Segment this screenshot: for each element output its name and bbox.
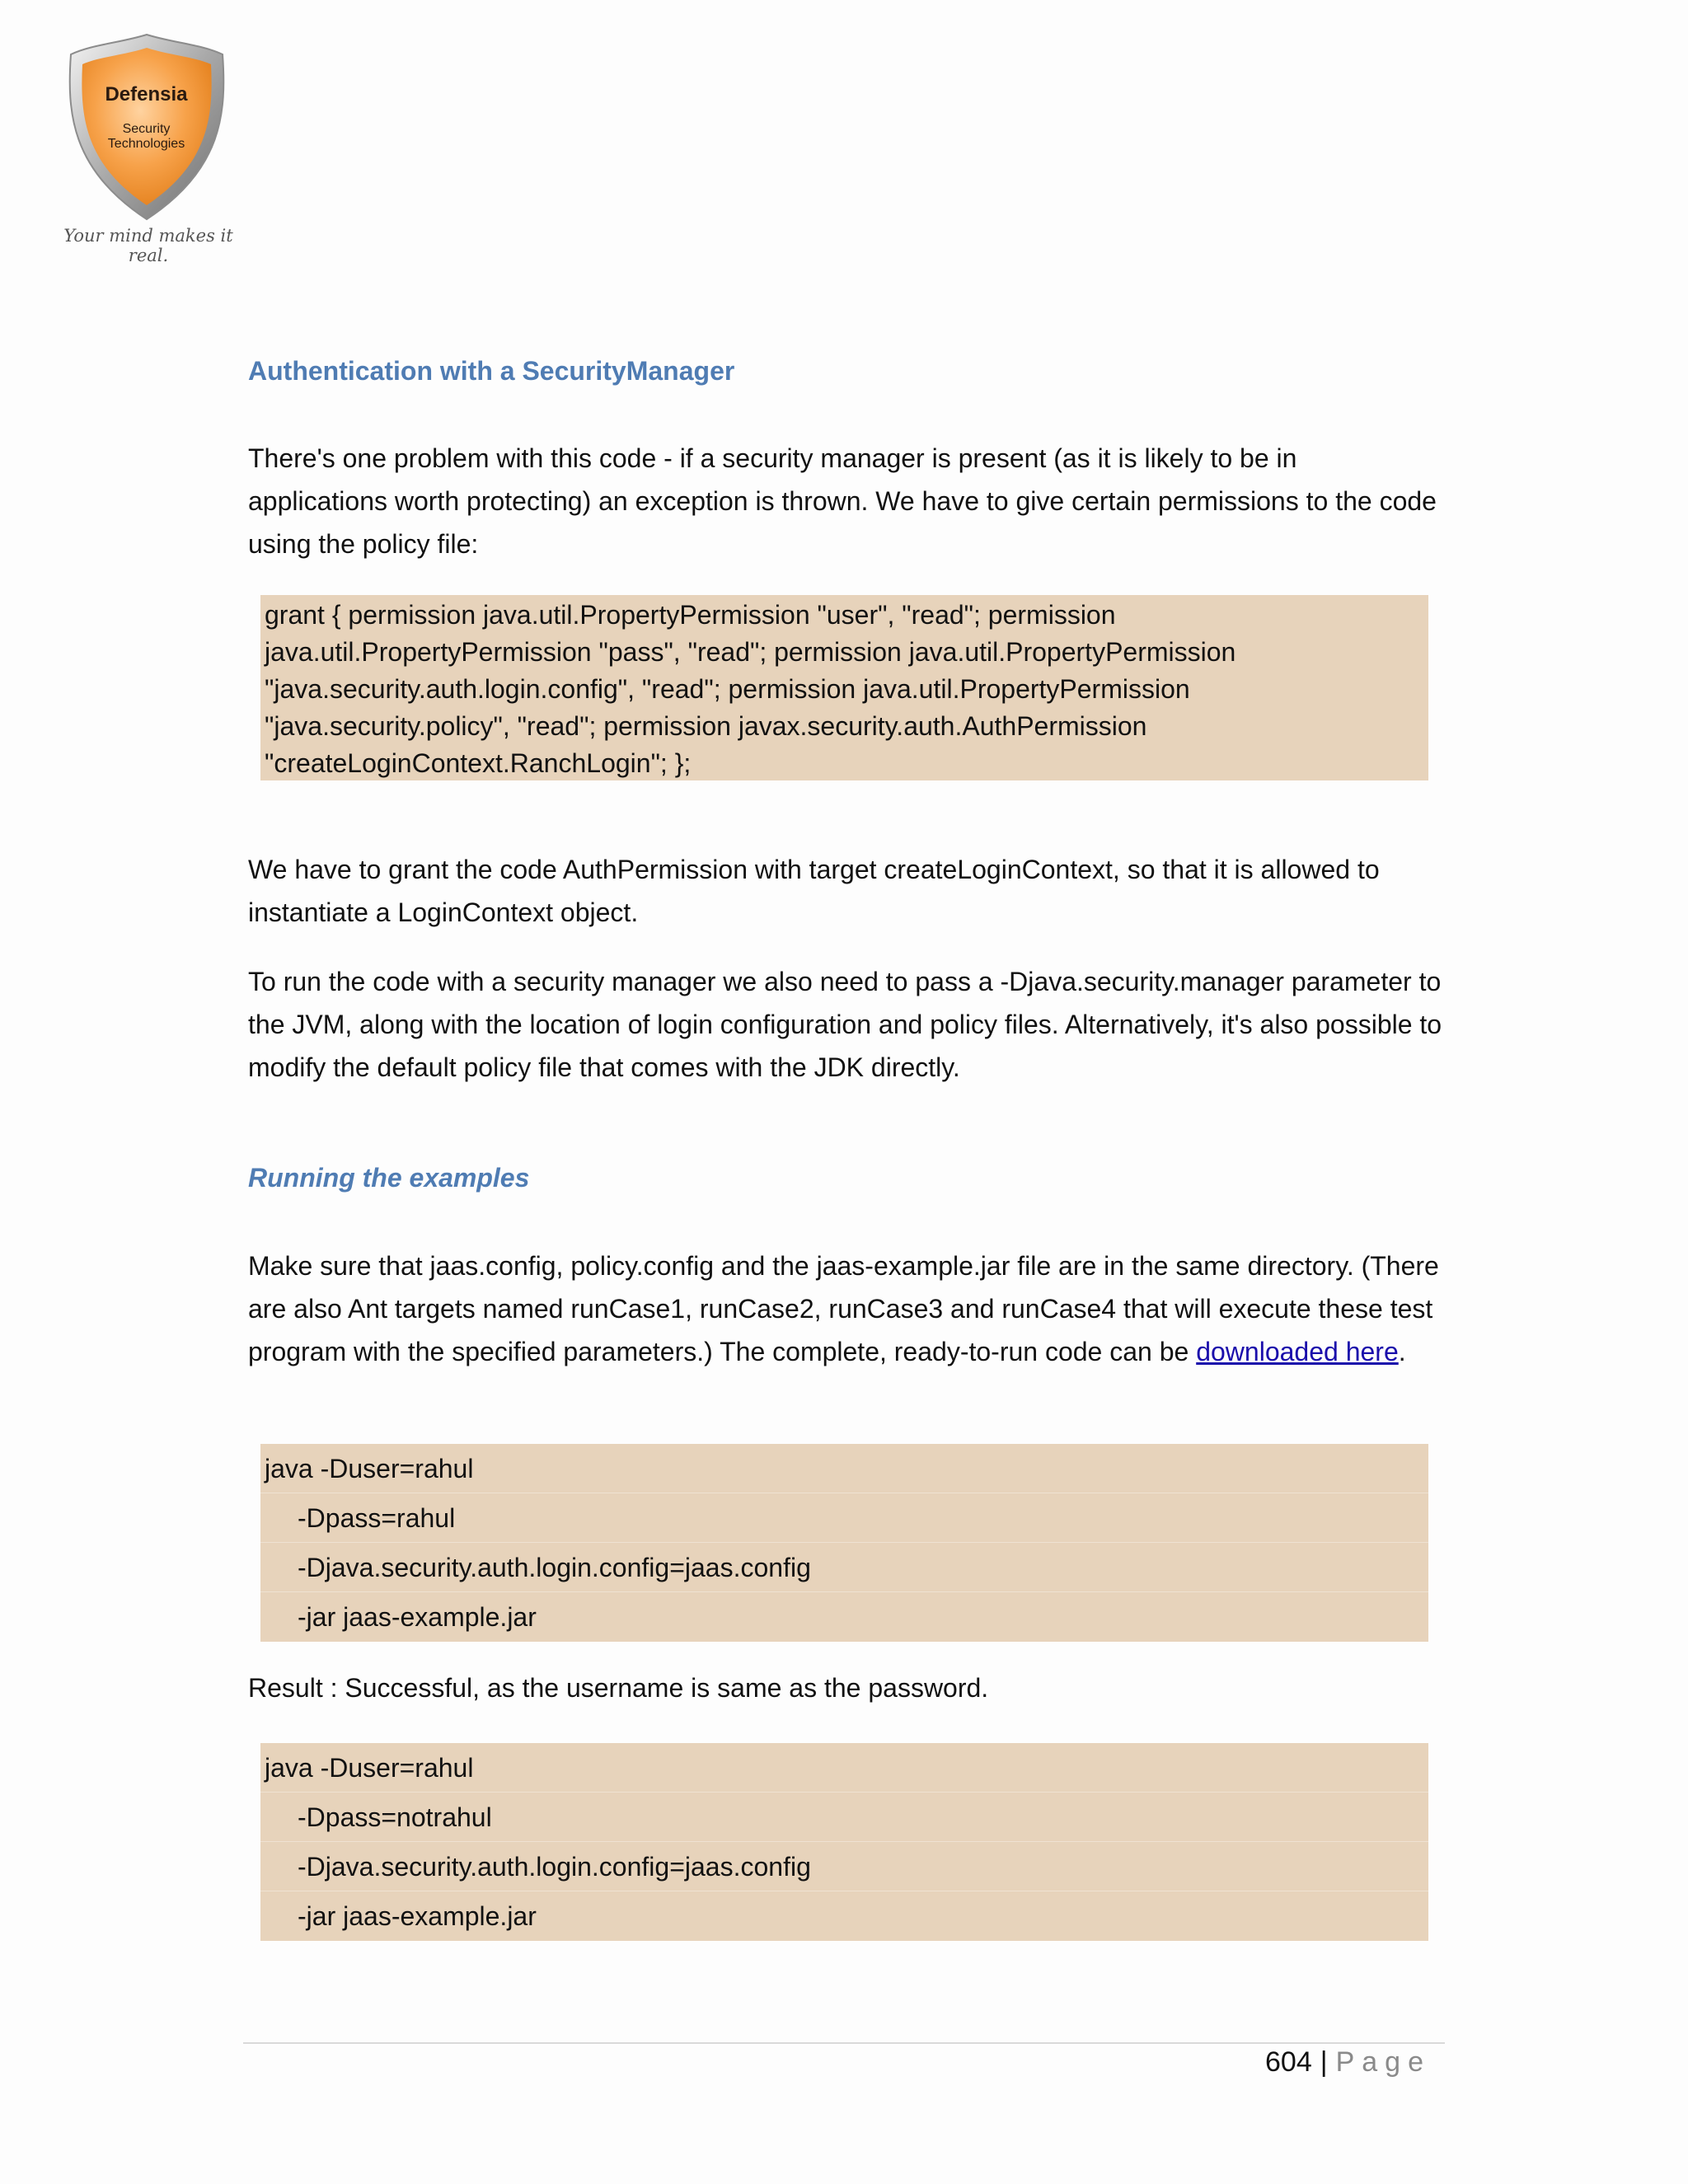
- logo-brand-name: Defensia: [105, 83, 188, 105]
- logo-subtitle-line1: Security: [122, 122, 171, 136]
- code-line: -Dpass=notrahul: [260, 1793, 1428, 1842]
- code-line: -Dpass=rahul: [260, 1493, 1428, 1543]
- page-footer: [1265, 2046, 1431, 2079]
- defensia-logo: [58, 30, 239, 265]
- code-line: java -Duser=rahul: [260, 1444, 1428, 1493]
- footer-separator: |: [1320, 2046, 1328, 2078]
- paragraph-block: [248, 1666, 1443, 1709]
- code-block-run-case2: [260, 1743, 1428, 1941]
- footer-divider: [243, 2042, 1445, 2044]
- logo-tagline: Your mind makes it real.: [63, 226, 233, 265]
- code-line: -jar jaas-example.jar: [298, 1602, 537, 1632]
- paragraph-block: [248, 437, 1443, 565]
- section-heading: Authentication with a SecurityManager: [248, 356, 735, 386]
- code-text: grant { permission java.util.PropertyPermission "user", "read"; permission java.util.PropertyPermission "pass", "read"; permission java.util.PropertyPermission "java.security.auth.login.config", "read"; permission java.util.PropertyPermission "java.security.policy", "read"; permission javax.security.auth.AuthPermission "createLoginContext.RanchLogin"; };: [265, 600, 1236, 778]
- section-heading-running: [248, 1163, 1443, 1193]
- code-block-policy: [260, 595, 1428, 780]
- paragraph: To run the code with a security manager we also need to pass a -Djava.security.manager parameter to the JVM, along with the location of login configuration and policy files. Alternatively, it's also possible to modify the default policy file that comes with the JDK directly.: [248, 967, 1442, 1082]
- section-heading-auth: [248, 356, 1443, 387]
- logo-subtitle: [58, 122, 235, 152]
- paragraph-end: .: [1398, 1337, 1406, 1366]
- code-block-run-case1: [260, 1444, 1428, 1642]
- paragraph-text: Make sure that jaas.config, policy.config and the jaas-example.jar file are in the same directory. (There are also Ant targets named runCase1, runCase2, runCase3 and runCase4 that will execute these test program with the specified parameters.) The complete, ready-to-run code can be: [248, 1251, 1439, 1366]
- code-line: -Djava.security.auth.login.config=jaas.config: [260, 1543, 1428, 1592]
- result-text: Result : Successful, as the username is same as the password.: [248, 1673, 989, 1703]
- section-heading: Running the examples: [248, 1163, 530, 1193]
- paragraph-block: [248, 960, 1443, 1089]
- download-link[interactable]: downloaded here: [1196, 1337, 1399, 1366]
- page-number: 604: [1265, 2046, 1312, 2078]
- paragraph-block: [248, 1244, 1443, 1373]
- paragraph: We have to grant the code AuthPermission with target createLoginContext, so that it is allowed to instantiate a LoginContext object.: [248, 855, 1380, 927]
- code-line: -jar jaas-example.jar: [298, 1901, 537, 1931]
- paragraph: There's one problem with this code - if a security manager is present (as it is likely to be in applications worth protecting) an exception is thrown. We have to give certain permissions to the code using the policy file:: [248, 443, 1437, 559]
- code-line: -Djava.security.auth.login.config=jaas.config: [260, 1842, 1428, 1891]
- page-label: Page: [1335, 2046, 1431, 2078]
- paragraph: [248, 1244, 1443, 1373]
- logo-subtitle-line2: Technologies: [107, 137, 185, 151]
- paragraph-block: [248, 848, 1443, 934]
- code-line: java -Duser=rahul: [260, 1743, 1428, 1793]
